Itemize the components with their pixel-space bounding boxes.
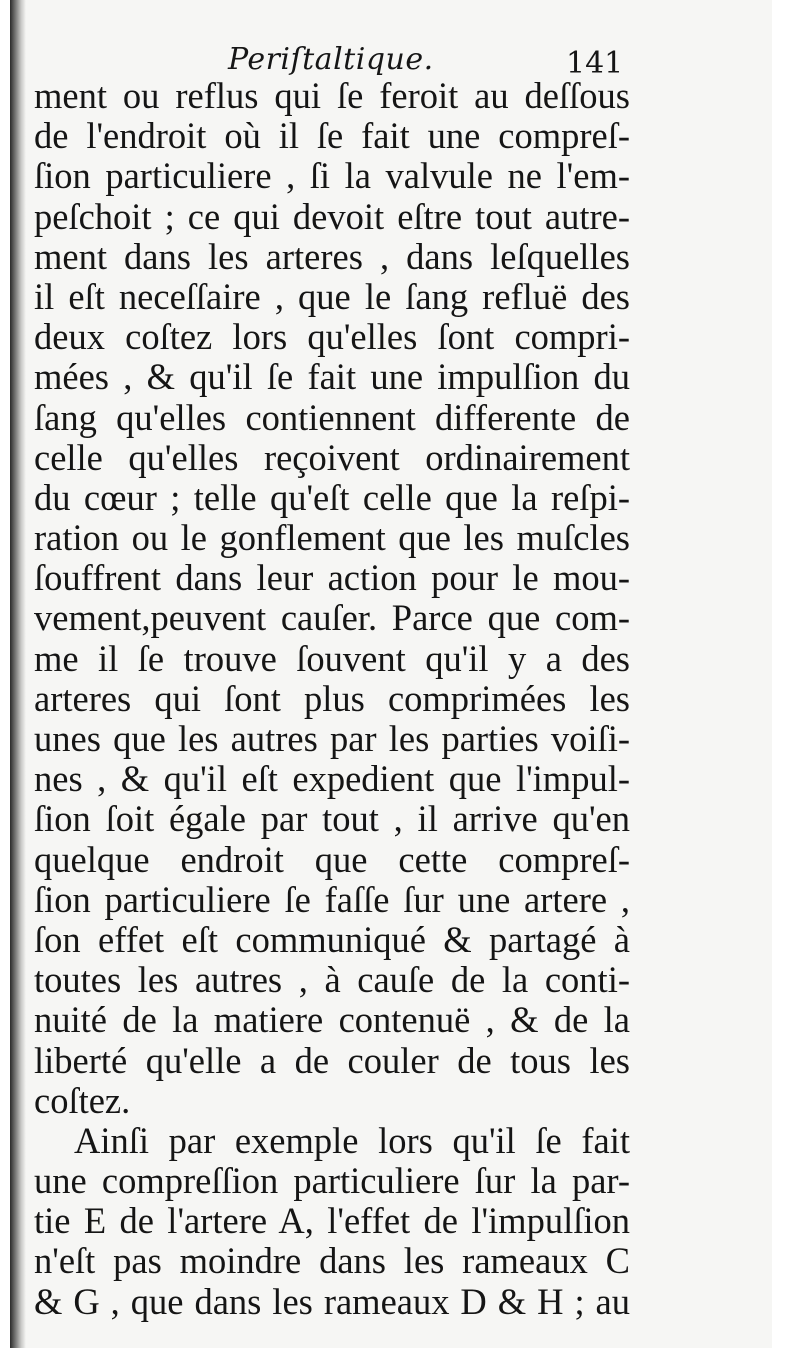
text-line: ſion particuliere ſe faſſe ſur une artere , — [34, 878, 630, 920]
page-right-margin — [772, 0, 786, 1348]
page-number: 141 — [566, 46, 624, 81]
text-line: ſang qu'elles contiennent differente de — [34, 396, 630, 438]
text-line: nuité de la matiere contenuë , & de la — [34, 999, 630, 1041]
text-line: unes que les autres par les parties voiſi- — [34, 718, 630, 759]
text-line: arteres qui ſont plus comprimées les — [34, 677, 630, 719]
text-line: ment ou reflus qui ſe feroit au deſſous — [34, 75, 630, 116]
page-gutter-shadow — [10, 0, 26, 1348]
text-line: toutes les autres , à cauſe de la conti- — [34, 959, 630, 1001]
text-line: & G , que dans les rameaux D & H ; au — [34, 1280, 630, 1322]
text-line: mées , & qu'il ſe fait une impulſion du — [34, 356, 630, 398]
text-line: une compreſſion particuliere ſur la par- — [34, 1160, 630, 1202]
text-line: quelque endroit que cette compreſ- — [34, 838, 630, 880]
body-text — [34, 76, 630, 1322]
text-line: ration ou le gonflement que les muſcles — [34, 517, 630, 559]
text-line: ſion particuliere , ſi la valvule ne l'em- — [34, 155, 630, 197]
text-line: il eſt neceſſaire , que le ſang refluë des — [34, 275, 630, 317]
text-line: me il ſe trouve ſouvent qu'il y a des — [34, 637, 630, 679]
text-line: ſouffrent dans leur action pour le mou- — [34, 557, 630, 599]
text-line: du cœur ; telle qu'eſt celle que la reſpi- — [34, 476, 630, 518]
paragraph-end-line: coſtez. — [34, 1079, 131, 1121]
text-line: peſchoit ; ce qui devoit eſtre tout autre- — [34, 195, 630, 237]
text-line: liberté qu'elle a de couler de tous les — [34, 1039, 630, 1081]
running-title: Periſtaltique. — [228, 42, 434, 77]
text-line: ſon effet eſt communiqué & partagé à — [34, 918, 630, 960]
text-line: tie E de l'artere A, l'effet de l'impulſion — [34, 1200, 630, 1242]
text-line: celle qu'elles reçoivent ordinairement — [34, 436, 630, 478]
text-line: deux coſtez lors qu'elles ſont compri- — [34, 316, 630, 358]
text-line: de l'endroit où il ſe fait une compreſ- — [34, 115, 630, 157]
text-line: vement,peuvent cauſer. Parce que com- — [34, 597, 630, 639]
text-line: n'eſt pas moindre dans les rameaux C — [34, 1240, 630, 1282]
text-line: nes , & qu'il eſt expedient que l'impul- — [34, 758, 630, 800]
text-line: ſion ſoit égale par tout , il arrive qu'en — [34, 798, 630, 840]
text-line: ment dans les arteres , dans leſquelles — [34, 235, 630, 277]
paragraph-start-line: Ainſi par exemple lors qu'il ſe fait — [74, 1119, 630, 1161]
